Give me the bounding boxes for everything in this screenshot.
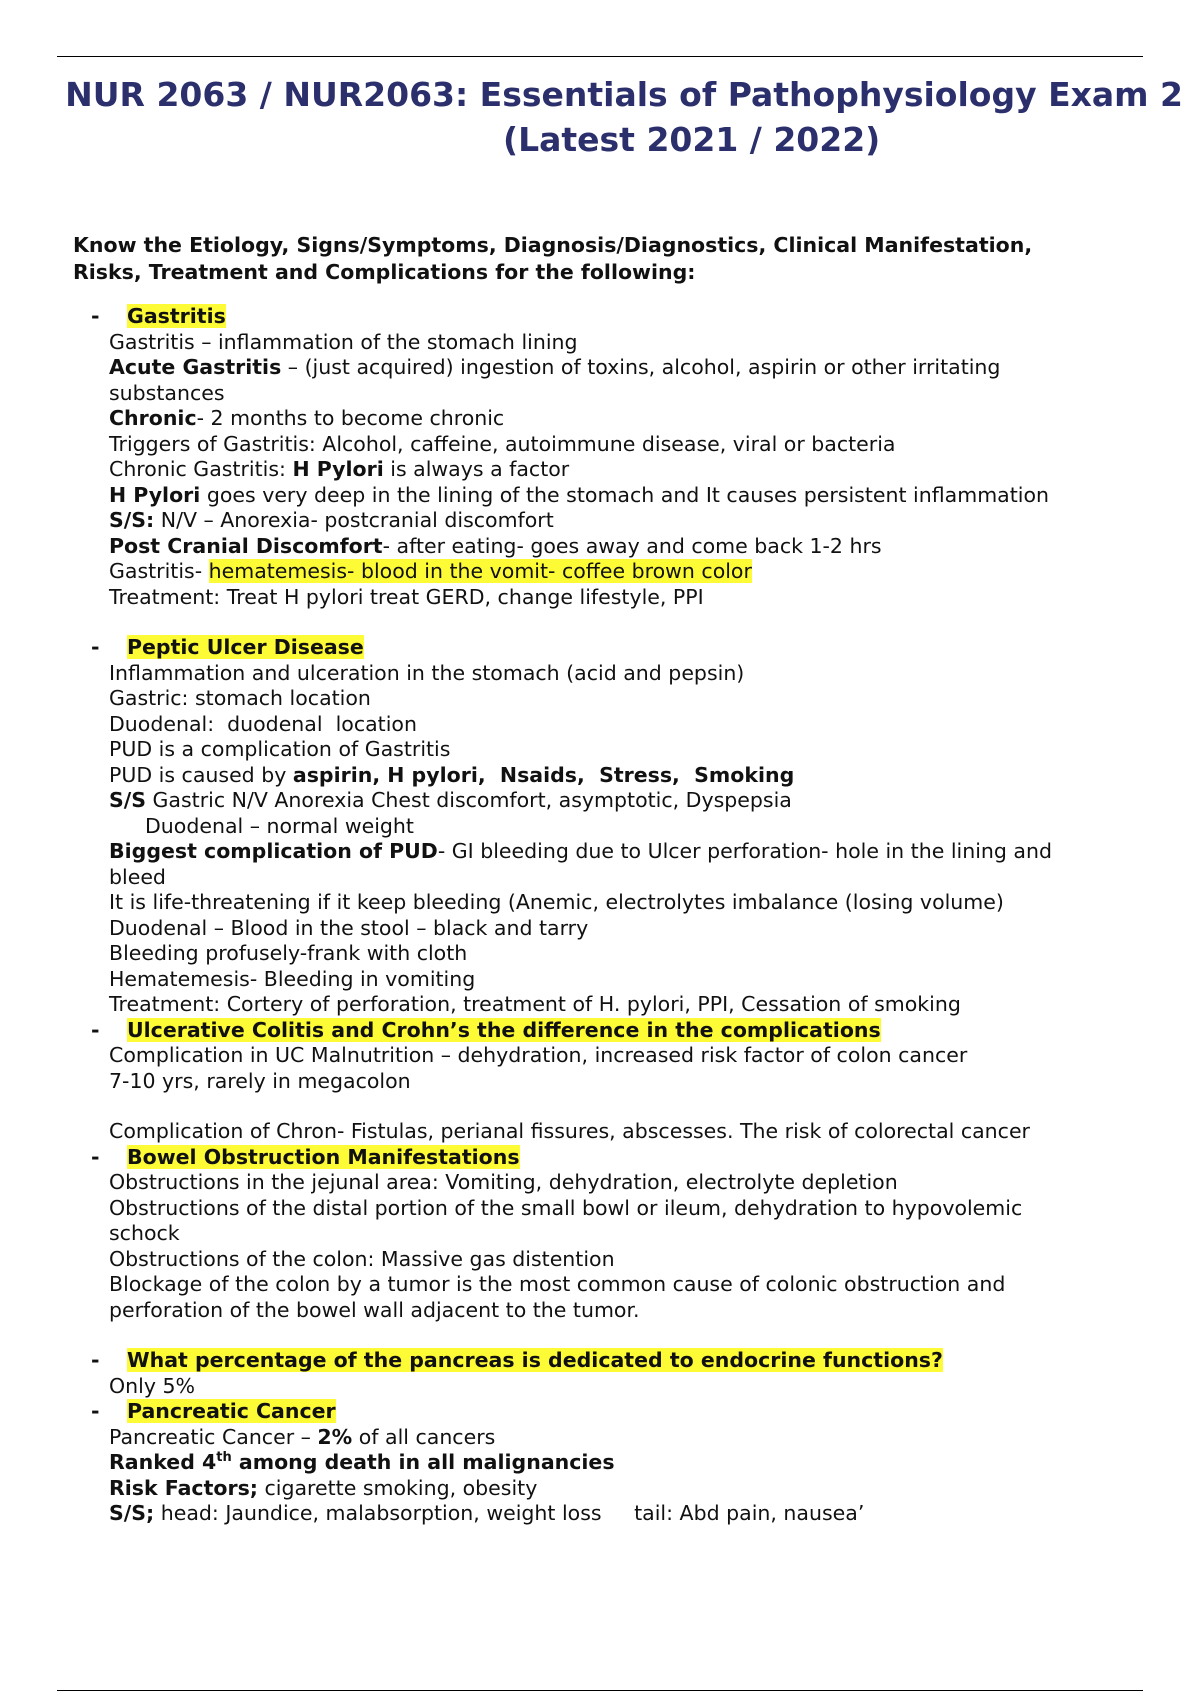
note-line: Hematemesis- Bleeding in vomiting [109,966,476,991]
note-line: substances [109,380,225,405]
note-line: Gastritis- hematemesis- blood in the vomit- coffee brown color [109,559,752,583]
highlighted-text: hematemesis- blood in the vomit- coffee brown color [208,559,752,583]
title-line-1: NUR 2063 / NUR2063: Essentials of Pathophysiology Exam 2 [65,75,1183,114]
section-uc-crohns [0,1018,1200,1145]
bullet-marker: - [91,1017,100,1042]
title-line-2: (Latest 2021 / 2022) [503,120,881,159]
note-line: Biggest complication of PUD- GI bleeding due to Ulcer perforation- hole in the lining and [109,839,1052,863]
bullet-marker: - [91,1348,100,1372]
note-line: Gastric: stomach location [109,686,371,710]
intro-text [73,232,1133,286]
intro-line-1: Know the Etiology, Signs/Symptoms, Diagnosis/Diagnostics, Clinical Manifestation, [73,233,1033,257]
note-line: S/S: N/V – Anorexia- postcranial discomfort [109,508,554,532]
bottom-rule [57,1690,1143,1691]
section-pancreas-endocrine [0,1348,1200,1399]
note-line: Risk Factors; cigarette smoking, obesity [109,1475,538,1500]
section-bowel-obstruction [0,1145,1200,1324]
note-line: Inflammation and ulceration in the stomach (acid and pepsin) [109,660,745,685]
note-line: Duodenal – Blood in the stool – black and tarry [109,915,589,940]
section-title-gastritis: Gastritis [127,304,226,328]
note-line: It is life-threatening if it keep bleeding (Anemic, electrolytes imbalance (losing volume) [109,890,1004,914]
bullet-marker: - [91,635,100,659]
note-line: Post Cranial Discomfort- after eating- goes away and come back 1-2 hrs [109,533,882,558]
section-peptic-ulcer [0,635,1200,1018]
section-title-pancreas-endocrine: What percentage of the pancreas is dedicated to endocrine functions? [127,1348,943,1372]
section-title-pancreatic-cancer: Pancreatic Cancer [127,1399,336,1423]
note-line: Duodenal: duodenal location [109,711,417,736]
note-line: Complication in UC Malnutrition – dehydration, increased risk factor of colon cancer [109,1043,968,1067]
section-title-peptic-ulcer: Peptic Ulcer Disease [127,635,364,659]
note-line: 7-10 yrs, rarely in megacolon [109,1068,411,1093]
note-line: Chronic Gastritis: H Pylori is always a factor [109,457,570,481]
note-line: Acute Gastritis – (just acquired) ingestion of toxins, alcohol, aspirin or other irritating [109,355,1001,379]
document-title [0,72,1200,162]
note-line: Only 5% [109,1373,195,1398]
note-line: H Pylori goes very deep in the lining of the stomach and It causes persistent inflammation [109,482,1049,507]
note-line: Obstructions of the distal portion of the small bowl or ileum, dehydration to hypovolemic [109,1195,1023,1220]
note-line: Gastritis – inflammation of the stomach lining [109,329,578,354]
bullet-marker: - [91,304,100,328]
note-line: Obstructions of the colon: Massive gas distention [109,1246,615,1271]
note-line: Obstructions in the jejunal area: Vomiting, dehydration, electrolyte depletion [109,1170,898,1194]
note-line: Blockage of the colon by a tumor is the most common cause of colonic obstruction and [109,1272,1006,1296]
note-line: Treatment: Treat H pylori treat GERD, change lifestyle, PPI [109,584,704,609]
section-gastritis [0,304,1200,610]
section-title-bowel-obstruction: Bowel Obstruction Manifestations [127,1144,520,1169]
note-line: schock [109,1221,180,1245]
note-line: bleed [109,864,166,889]
note-line: S/S; head: Jaundice, malabsorption, weight loss tail: Abd pain, nausea’ [109,1501,865,1525]
intro-line-2: Risks, Treatment and Complications for the following: [73,260,696,284]
notes-body [0,304,1200,1527]
note-line: Pancreatic Cancer – 2% of all cancers [109,1424,496,1449]
top-rule [57,56,1143,57]
section-title-uc-crohns: Ulcerative Colitis and Crohn’s the difference in the complications [127,1017,881,1042]
note-line: PUD is caused by aspirin, H pylori, Nsaids, Stress, Smoking [109,762,795,787]
note-line: perforation of the bowel wall adjacent to the tumor. [109,1297,640,1322]
section-pancreatic-cancer [0,1399,1200,1527]
note-line: Complication of Chron- Fistulas, perianal fissures, abscesses. The risk of colorectal cancer [109,1119,1030,1143]
note-line: Bleeding profusely-frank with cloth [109,941,468,965]
note-line: PUD is a complication of Gastritis [109,737,451,761]
bullet-marker: - [91,1399,100,1423]
note-line: Triggers of Gastritis: Alcohol, caffeine, autoimmune disease, viral or bacteria [109,431,896,456]
note-line: S/S Gastric N/V Anorexia Chest discomfort, asymptotic, Dyspepsia [109,788,792,812]
bullet-marker: - [91,1144,100,1169]
note-line: Chronic- 2 months to become chronic [109,406,505,430]
note-line: Treatment: Cortery of perforation, treatment of H. pylori, PPI, Cessation of smoking [109,992,961,1016]
note-line: Duodenal – normal weight [145,813,414,838]
note-line: Ranked 4th among death in all malignancies [109,1450,615,1474]
